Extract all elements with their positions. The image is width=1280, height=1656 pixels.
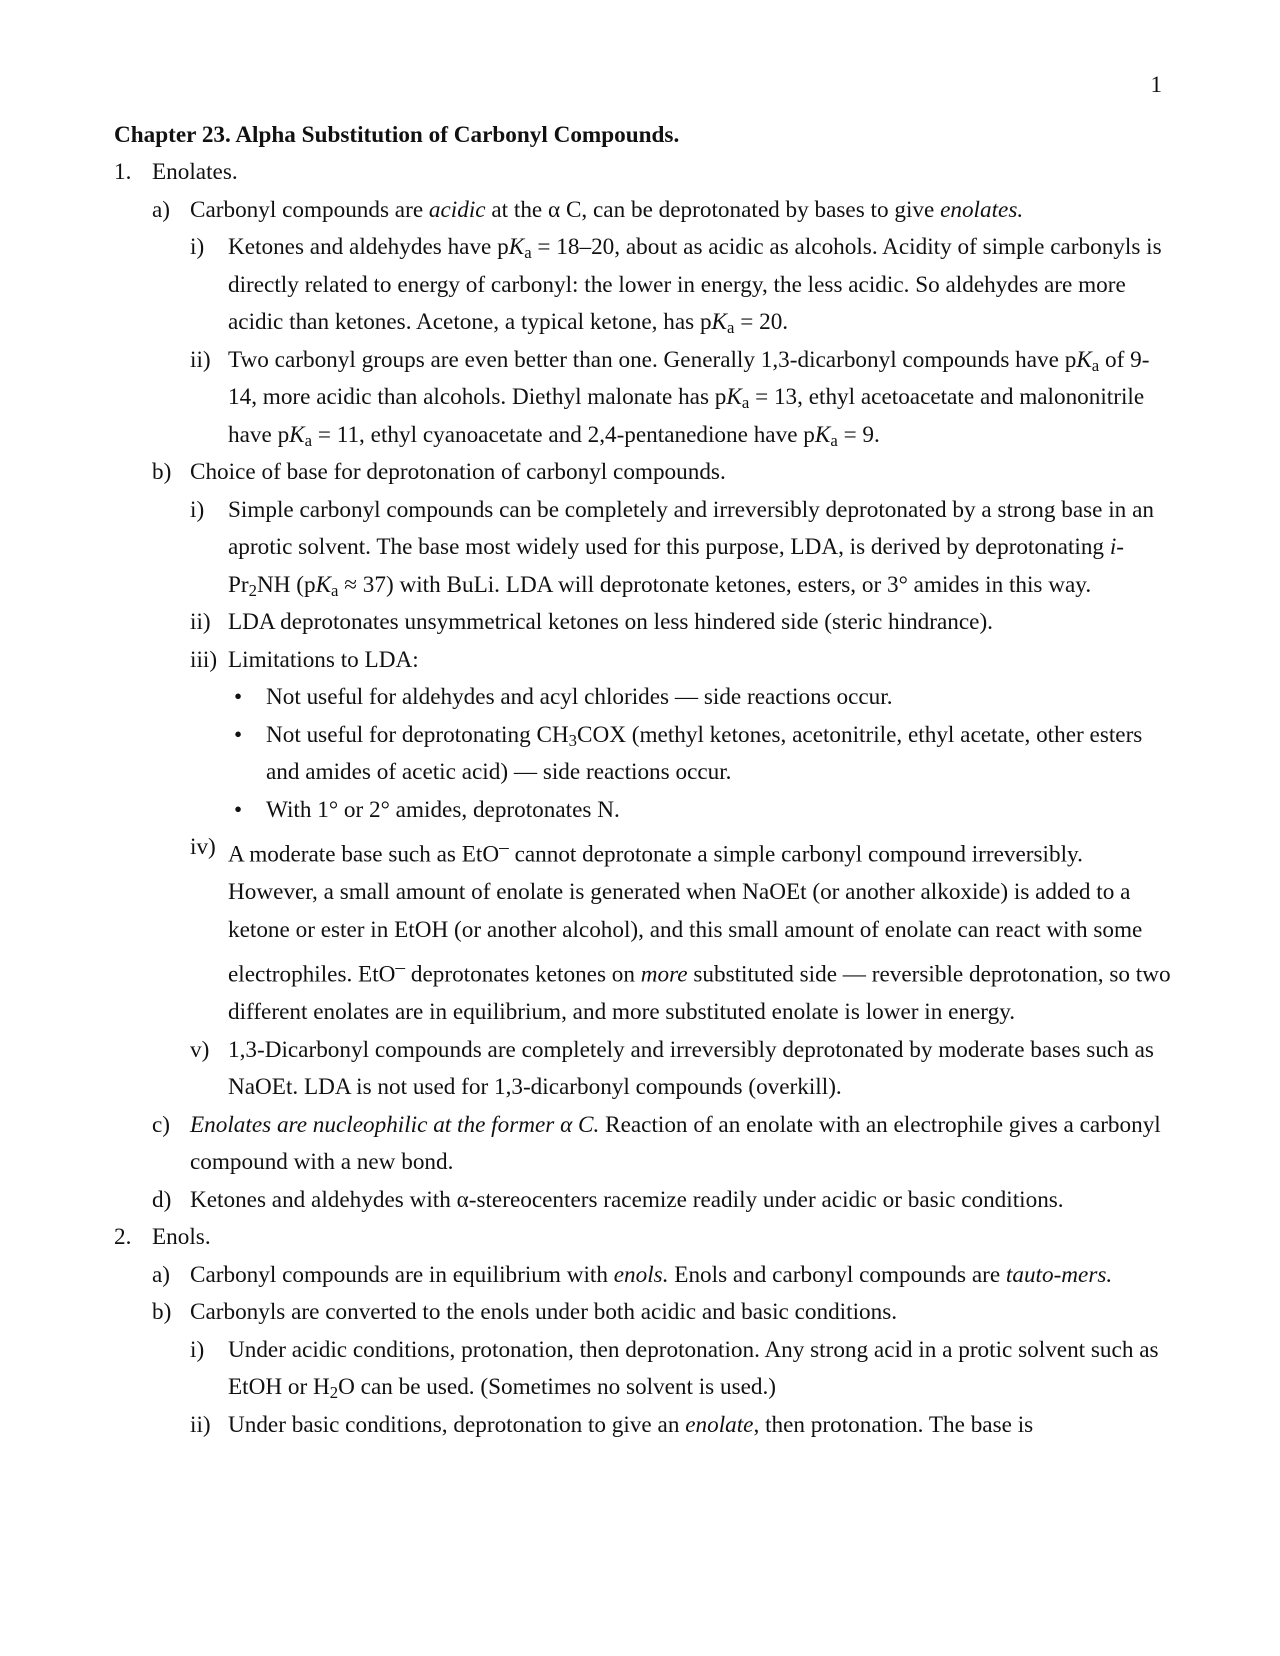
text: deprotonates ketones on <box>405 961 641 988</box>
subscript: 2 <box>329 1383 339 1403</box>
emphasis: Enolates are nucleophilic at the former α C. <box>190 1111 600 1138</box>
item-2b-i <box>114 1332 1174 1407</box>
item-1b <box>114 454 1174 492</box>
item-1a-i <box>114 229 1174 342</box>
superscript: – <box>395 957 406 979</box>
item-label: v) <box>190 1036 210 1063</box>
subscript: a <box>727 318 735 338</box>
variable: K <box>726 384 742 410</box>
item-label: c) <box>152 1111 171 1138</box>
variable: K <box>1076 346 1092 373</box>
text: ≈ 37) with BuLi. LDA will deprotonate ketones, esters, or 3° amides in this way. <box>338 571 1092 598</box>
item-1c <box>114 1107 1174 1182</box>
text: Under acidic conditions, protonation, then deprotonation. Any strong acid in a protic solvent such as EtOH or H <box>228 1336 1159 1401</box>
variable: K <box>289 421 305 448</box>
subscript: 3 <box>568 730 578 750</box>
text: Not useful for deprotonating CH <box>266 721 569 748</box>
text: Ketones and aldehydes with α-stereocenters racemize readily under acidic or basic conditions. <box>190 1186 1064 1213</box>
text: Carbonyls are converted to the enols under both acidic and basic conditions. <box>190 1299 898 1326</box>
text: Choice of base for deprotonation of carbonyl compounds. <box>190 459 726 485</box>
emphasis: tauto-mers. <box>1005 1261 1113 1288</box>
text: = 13, ethyl acetoacetate and malononitrile have p <box>228 384 1145 448</box>
text: A moderate base such as EtO <box>228 841 500 868</box>
text: substituted side — reversible deprotonation, so two different enolates are in equilibrium, and more substituted enolate is lower in energy. <box>228 961 1171 1026</box>
subscript: a <box>1091 355 1100 375</box>
emphasis: acidic <box>428 196 486 223</box>
subscript: a <box>524 243 532 263</box>
item-1a-ii <box>114 342 1174 455</box>
text: Reaction of an enolate with an electrophile gives a carbonyl compound with a new bond. <box>190 1111 1161 1176</box>
text: COX (methyl ketones, acetonitrile, ethyl acetate, other esters and amides of acetic acid) — side reactions occur. <box>266 721 1143 785</box>
emphasis: enolate <box>685 1411 754 1438</box>
chapter-title: Chapter 23. Alpha Substitution of Carbonyl Compounds. <box>114 122 680 148</box>
section-1 <box>114 154 1174 192</box>
bullet-item <box>114 792 1174 830</box>
item-1b-v <box>114 1032 1174 1107</box>
item-2b-ii <box>114 1407 1174 1445</box>
item-label: i) <box>190 1336 205 1363</box>
text: Carbonyl compounds are <box>190 196 429 223</box>
section-label: 1. <box>114 159 132 185</box>
item-2a <box>114 1257 1174 1295</box>
item-label: a) <box>152 1261 171 1288</box>
text: Simple carbonyl compounds can be completely and irreversibly deprotonated by a strong base in an aprotic solvent. The base most widely used for this purpose, LDA, is derived by deprotonating <box>228 496 1154 560</box>
document-body <box>114 117 1174 1444</box>
text: O can be used. (Sometimes no solvent is used.) <box>338 1374 777 1401</box>
item-label: d) <box>152 1186 172 1213</box>
item-2b <box>114 1294 1174 1332</box>
text: LDA deprotonates unsymmetrical ketones on less hindered side (steric hindrance). <box>228 609 993 635</box>
bullet-item <box>114 679 1174 717</box>
text: Two carbonyl groups are even better than one. Generally 1,3-dicarbonyl compounds have p <box>228 346 1077 373</box>
subscript: 2 <box>248 580 257 600</box>
item-label: b) <box>152 459 172 485</box>
text: Enols and carbonyl compounds are <box>668 1261 1006 1288</box>
section-2 <box>114 1219 1174 1257</box>
text: -Pr <box>228 534 1125 598</box>
item-1b-iv <box>114 829 1174 1032</box>
text: Not useful for aldehydes and acyl chlorides — side reactions occur. <box>266 684 893 710</box>
item-1b-ii <box>114 604 1174 642</box>
item-1b-i <box>114 492 1174 605</box>
item-label: ii) <box>190 1411 211 1438</box>
item-label: i) <box>190 234 205 260</box>
text: = 11, ethyl cyanoacetate and 2,4-pentanedione have p <box>312 421 815 448</box>
text: Under basic conditions, deprotonation to give an <box>228 1411 686 1438</box>
subscript: a <box>304 430 313 450</box>
text: 1,3-Dicarbonyl compounds are completely and irreversibly deprotonated by moderate bases such as NaOEt. LDA is not used for 1,3-dicarbonyl compounds (overkill). <box>228 1036 1154 1101</box>
item-label: i) <box>190 496 205 523</box>
text: = 20. <box>734 309 789 335</box>
text: Ketones and aldehydes have p <box>228 234 509 260</box>
text: at the α C, can be deprotonated by bases to give <box>485 196 941 223</box>
subscript: a <box>331 580 339 600</box>
text: , then protonation. The base is <box>753 1411 1034 1438</box>
item-label: ii) <box>190 346 211 373</box>
bullet-icon: • <box>234 684 243 710</box>
item-label: iii) <box>190 646 218 673</box>
superscript: – <box>499 837 509 858</box>
item-label: a) <box>152 196 171 223</box>
item-1d <box>114 1182 1174 1220</box>
text: = 9. <box>837 421 880 448</box>
variable: K <box>711 309 728 335</box>
subscript: a <box>830 430 838 450</box>
text: cannot deprotonate a simple carbonyl compound irreversibly. However, a small amount of enolate is generated when NaOEt (or another alkoxide) is added to a ketone or ester in EtOH (or another alcohol), and this small amount of enolate can react with some electrophiles. EtO <box>228 841 1143 988</box>
item-label: ii) <box>190 609 211 635</box>
item-label: b) <box>152 1299 172 1326</box>
item-label: iv) <box>190 834 216 860</box>
section-heading: Enolates. <box>152 159 238 185</box>
item-1a <box>114 192 1174 230</box>
text: With 1° or 2° amides, deprotonates N. <box>266 796 620 823</box>
bullet-item <box>114 717 1174 792</box>
text: Limitations to LDA: <box>228 646 419 673</box>
variable: K <box>508 234 525 260</box>
item-1b-iii <box>114 642 1174 680</box>
emphasis: enolates. <box>940 196 1024 223</box>
emphasis: enols. <box>613 1261 669 1288</box>
text: of 9-14, more acidic than alcohols. Diethyl malonate has p <box>228 346 1150 410</box>
text: NH (p <box>256 571 316 598</box>
text: = 18–20, about as acidic as alcohols. Acidity of simple carbonyls is directly related to energy of carbonyl: the lower in energy, the less acidic. So aldehydes are more acidic than ketones. Acetone, a typical ketone, has p <box>228 234 1162 335</box>
text: Carbonyl compounds are in equilibrium with <box>190 1261 614 1288</box>
emphasis: i <box>1109 534 1117 560</box>
section-label: 2. <box>114 1224 132 1251</box>
page-number: 1 <box>1150 72 1162 97</box>
emphasis: more <box>640 961 688 988</box>
bullet-icon: • <box>234 796 243 823</box>
section-heading: Enols. <box>152 1224 211 1251</box>
subscript: a <box>741 393 750 413</box>
variable: K <box>814 421 831 448</box>
variable: K <box>315 571 332 598</box>
bullet-icon: • <box>234 721 243 748</box>
